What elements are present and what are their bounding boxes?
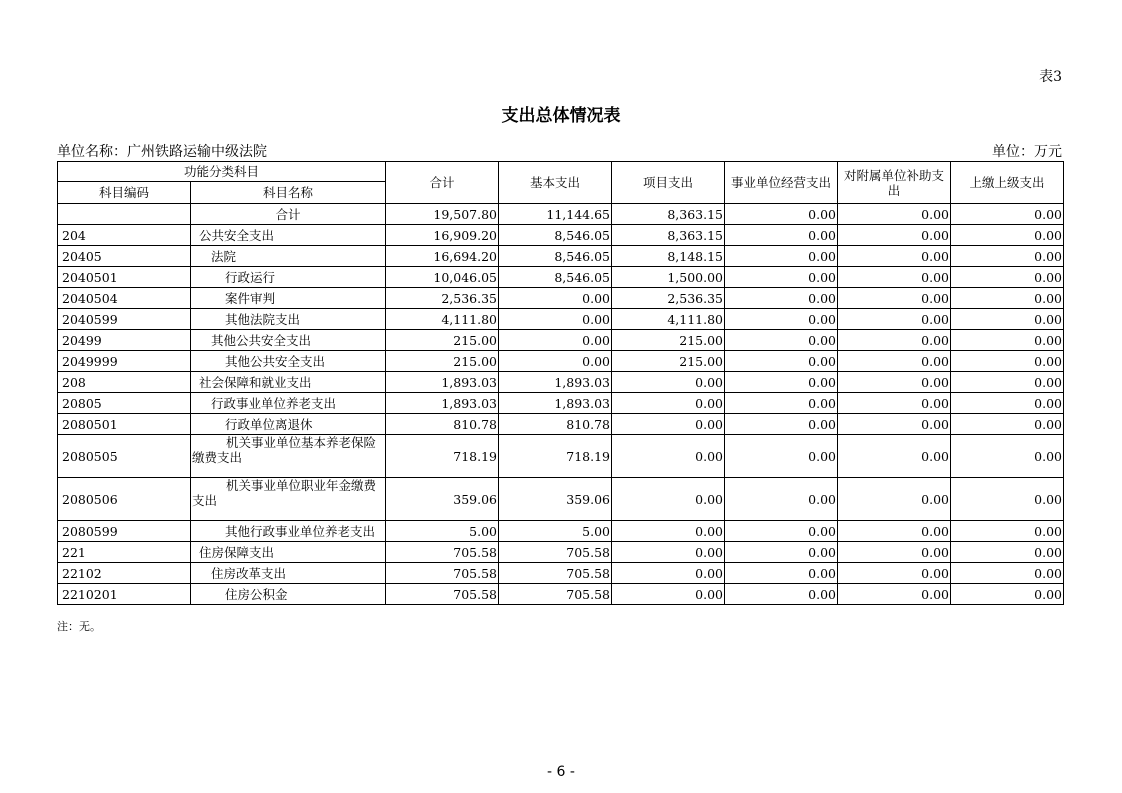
cell-upper: 0.00 — [951, 351, 1064, 372]
cell-subsidy: 0.00 — [838, 246, 951, 267]
cell-operating: 0.00 — [725, 435, 838, 478]
cell-project: 215.00 — [612, 351, 725, 372]
cell-total: 16,694.20 — [386, 246, 499, 267]
cell-total: 1,893.03 — [386, 393, 499, 414]
table-row — [58, 393, 1064, 414]
table-row — [58, 414, 1064, 435]
cell-project: 215.00 — [612, 330, 725, 351]
cell-name: 住房公积金 — [191, 584, 386, 605]
table-row — [58, 246, 1064, 267]
cell-project: 0.00 — [612, 372, 725, 393]
cell-name: 其他公共安全支出 — [191, 330, 386, 351]
cell-code: 22102 — [58, 563, 191, 584]
cell-total: 718.19 — [386, 435, 499, 478]
header-upper: 上缴上级支出 — [951, 162, 1064, 204]
cell-subsidy: 0.00 — [838, 288, 951, 309]
cell-operating: 0.00 — [725, 414, 838, 435]
cell-basic: 8,546.05 — [499, 246, 612, 267]
cell-code: 2049999 — [58, 351, 191, 372]
table-row-total — [58, 204, 1064, 225]
cell-project: 8,363.15 — [612, 225, 725, 246]
table-row — [58, 351, 1064, 372]
cell-name: 案件审判 — [191, 288, 386, 309]
cell-total: 5.00 — [386, 521, 499, 542]
cell-basic: 705.58 — [499, 584, 612, 605]
cell-total: 705.58 — [386, 542, 499, 563]
cell-operating: 0.00 — [725, 351, 838, 372]
cell-code: 221 — [58, 542, 191, 563]
header-subsidy: 对附属单位补助支出 — [838, 162, 951, 204]
cell-project: 0.00 — [612, 414, 725, 435]
unit-label: 单位：万元 — [992, 144, 1062, 160]
cell-subsidy: 0.00 — [838, 225, 951, 246]
cell-upper: 0.00 — [951, 288, 1064, 309]
table-number: 表3 — [1039, 69, 1062, 85]
table-row — [58, 542, 1064, 563]
cell-code: 2080599 — [58, 521, 191, 542]
cell-code: 20805 — [58, 393, 191, 414]
cell-operating: 0.00 — [725, 267, 838, 288]
cell-total: 4,111.80 — [386, 309, 499, 330]
cell-name: 行政单位离退休 — [191, 414, 386, 435]
cell-upper: 0.00 — [951, 542, 1064, 563]
table-row — [58, 478, 1064, 521]
cell-project: 4,111.80 — [612, 309, 725, 330]
cell-project: 0.00 — [612, 584, 725, 605]
header-name: 科目名称 — [191, 182, 386, 204]
cell-basic: 0.00 — [499, 351, 612, 372]
cell-total: 2,536.35 — [386, 288, 499, 309]
cell-operating: 0.00 — [725, 309, 838, 330]
cell-project: 0.00 — [612, 563, 725, 584]
cell-upper: 0.00 — [951, 246, 1064, 267]
cell-code: 20499 — [58, 330, 191, 351]
cell-name: 合计 — [191, 204, 386, 225]
cell-operating: 0.00 — [725, 225, 838, 246]
cell-subsidy: 0.00 — [838, 521, 951, 542]
cell-upper: 0.00 — [951, 309, 1064, 330]
cell-name: 住房改革支出 — [191, 563, 386, 584]
cell-basic: 705.58 — [499, 542, 612, 563]
cell-total: 359.06 — [386, 478, 499, 521]
expenditure-table — [57, 161, 1064, 605]
header-code: 科目编码 — [58, 182, 191, 204]
cell-code: 2040501 — [58, 267, 191, 288]
table-row — [58, 584, 1064, 605]
cell-upper: 0.00 — [951, 478, 1064, 521]
cell-upper: 0.00 — [951, 225, 1064, 246]
cell-operating: 0.00 — [725, 288, 838, 309]
header-project: 项目支出 — [612, 162, 725, 204]
cell-name: 机关事业单位基本养老保险缴费支出 — [191, 435, 386, 478]
cell-upper: 0.00 — [951, 563, 1064, 584]
table-row — [58, 372, 1064, 393]
table-row — [58, 563, 1064, 584]
cell-name: 其他行政事业单位养老支出 — [191, 521, 386, 542]
cell-project: 0.00 — [612, 542, 725, 563]
cell-basic: 8,546.05 — [499, 225, 612, 246]
table-note: 注：无。 — [57, 620, 101, 633]
cell-project: 0.00 — [612, 521, 725, 542]
cell-operating: 0.00 — [725, 478, 838, 521]
table-row — [58, 225, 1064, 246]
cell-name: 行政运行 — [191, 267, 386, 288]
table-row — [58, 309, 1064, 330]
cell-total: 705.58 — [386, 563, 499, 584]
cell-operating: 0.00 — [725, 330, 838, 351]
unit-name: 单位名称：广州铁路运输中级法院 — [57, 144, 267, 160]
cell-code: 2080505 — [58, 435, 191, 478]
cell-name: 行政事业单位养老支出 — [191, 393, 386, 414]
cell-subsidy: 0.00 — [838, 204, 951, 225]
table-row — [58, 267, 1064, 288]
cell-code: 20405 — [58, 246, 191, 267]
cell-upper: 0.00 — [951, 372, 1064, 393]
cell-project: 0.00 — [612, 435, 725, 478]
cell-subsidy: 0.00 — [838, 435, 951, 478]
cell-name: 公共安全支出 — [191, 225, 386, 246]
cell-basic: 1,893.03 — [499, 372, 612, 393]
cell-upper: 0.00 — [951, 584, 1064, 605]
header-func-class: 功能分类科目 — [58, 162, 386, 182]
table-row — [58, 521, 1064, 542]
cell-operating: 0.00 — [725, 521, 838, 542]
cell-total: 1,893.03 — [386, 372, 499, 393]
cell-subsidy: 0.00 — [838, 584, 951, 605]
cell-project: 0.00 — [612, 393, 725, 414]
cell-total: 810.78 — [386, 414, 499, 435]
header-basic: 基本支出 — [499, 162, 612, 204]
page-number: - 6 - — [547, 764, 575, 780]
cell-name: 住房保障支出 — [191, 542, 386, 563]
cell-name: 社会保障和就业支出 — [191, 372, 386, 393]
cell-project: 0.00 — [612, 478, 725, 521]
cell-basic: 0.00 — [499, 309, 612, 330]
cell-total: 16,909.20 — [386, 225, 499, 246]
cell-total: 215.00 — [386, 351, 499, 372]
cell-operating: 0.00 — [725, 584, 838, 605]
table-row — [58, 288, 1064, 309]
page-title: 支出总体情况表 — [501, 106, 621, 126]
cell-code: 2040504 — [58, 288, 191, 309]
cell-total: 19,507.80 — [386, 204, 499, 225]
cell-subsidy: 0.00 — [838, 393, 951, 414]
cell-total: 10,046.05 — [386, 267, 499, 288]
cell-operating: 0.00 — [725, 393, 838, 414]
cell-code: 2080506 — [58, 478, 191, 521]
cell-code: 2210201 — [58, 584, 191, 605]
cell-code — [58, 204, 191, 225]
cell-code: 208 — [58, 372, 191, 393]
cell-operating: 0.00 — [725, 204, 838, 225]
cell-upper: 0.00 — [951, 521, 1064, 542]
cell-basic: 8,546.05 — [499, 267, 612, 288]
cell-upper: 0.00 — [951, 267, 1064, 288]
cell-basic: 0.00 — [499, 288, 612, 309]
cell-subsidy: 0.00 — [838, 414, 951, 435]
cell-name: 其他公共安全支出 — [191, 351, 386, 372]
cell-total: 215.00 — [386, 330, 499, 351]
cell-name: 其他法院支出 — [191, 309, 386, 330]
cell-subsidy: 0.00 — [838, 372, 951, 393]
cell-basic: 11,144.65 — [499, 204, 612, 225]
cell-operating: 0.00 — [725, 563, 838, 584]
cell-subsidy: 0.00 — [838, 351, 951, 372]
cell-subsidy: 0.00 — [838, 330, 951, 351]
cell-upper: 0.00 — [951, 435, 1064, 478]
cell-operating: 0.00 — [725, 246, 838, 267]
cell-upper: 0.00 — [951, 393, 1064, 414]
cell-code: 204 — [58, 225, 191, 246]
header-operating: 事业单位经营支出 — [725, 162, 838, 204]
cell-upper: 0.00 — [951, 204, 1064, 225]
cell-project: 1,500.00 — [612, 267, 725, 288]
table-row — [58, 330, 1064, 351]
cell-basic: 705.58 — [499, 563, 612, 584]
cell-subsidy: 0.00 — [838, 563, 951, 584]
cell-operating: 0.00 — [725, 372, 838, 393]
cell-upper: 0.00 — [951, 330, 1064, 351]
cell-subsidy: 0.00 — [838, 478, 951, 521]
cell-operating: 0.00 — [725, 542, 838, 563]
cell-code: 2040599 — [58, 309, 191, 330]
cell-subsidy: 0.00 — [838, 309, 951, 330]
cell-basic: 1,893.03 — [499, 393, 612, 414]
cell-subsidy: 0.00 — [838, 267, 951, 288]
cell-basic: 5.00 — [499, 521, 612, 542]
cell-project: 8,363.15 — [612, 204, 725, 225]
cell-project: 8,148.15 — [612, 246, 725, 267]
cell-basic: 810.78 — [499, 414, 612, 435]
header-total: 合计 — [386, 162, 499, 204]
cell-subsidy: 0.00 — [838, 542, 951, 563]
cell-project: 2,536.35 — [612, 288, 725, 309]
table-row — [58, 435, 1064, 478]
cell-name: 法院 — [191, 246, 386, 267]
cell-code: 2080501 — [58, 414, 191, 435]
cell-name: 机关事业单位职业年金缴费支出 — [191, 478, 386, 521]
cell-basic: 718.19 — [499, 435, 612, 478]
cell-total: 705.58 — [386, 584, 499, 605]
cell-basic: 359.06 — [499, 478, 612, 521]
cell-basic: 0.00 — [499, 330, 612, 351]
cell-upper: 0.00 — [951, 414, 1064, 435]
